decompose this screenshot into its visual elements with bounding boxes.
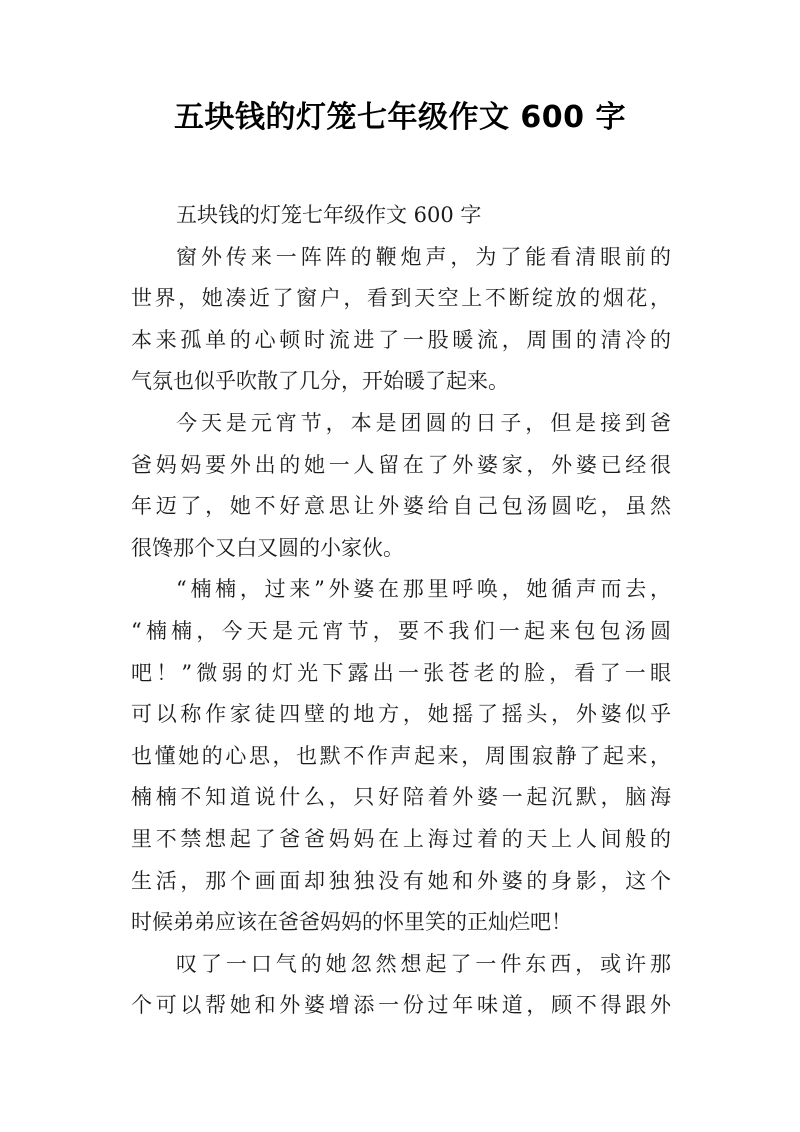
- text-line: 五块钱的灯笼七年级作文 600 字: [176, 203, 482, 227]
- text-line: 世界，她凑近了窗户，看到天空上不断绽放的烟花，: [131, 286, 671, 311]
- text-line: 年迈了，她不好意思让外婆给自己包汤圆吃，虽然: [131, 494, 671, 519]
- text-line: 可以称作家徒四壁的地方，她摇了摇头，外婆似乎: [131, 702, 671, 727]
- text-line: 生活，那个画面却独独没有她和外婆的身影，这个: [131, 868, 671, 893]
- text-line: 时候弟弟应该在爸爸妈妈的怀里笑的正灿烂吧！: [131, 910, 572, 935]
- text-line: 很馋那个又白又圆的小家伙。: [131, 535, 404, 560]
- page-title: 五块钱的灯笼七年级作文 600 字: [173, 100, 626, 135]
- text-line: 本来孤单的心顿时流进了一股暖流，周围的清冷的: [131, 327, 671, 352]
- text-line: 楠楠不知道说什么，只好陪着外婆一起沉默，脑海: [131, 785, 671, 810]
- text-line: “楠楠，今天是元宵节，要不我们一起来包包汤圆: [131, 618, 671, 643]
- text-line: “楠楠，过来”外婆在那里呼唤，她循声而去，: [176, 577, 671, 602]
- text-line: 叹了一口气的她忽然想起了一件东西，或许那: [176, 951, 671, 976]
- text-line: 个可以帮她和外婆增添一份过年味道，顾不得跟外: [131, 993, 671, 1018]
- text-line: 也懂她的心思，也默不作声起来，周围寂静了起来，: [131, 743, 671, 768]
- text-line: 窗外传来一阵阵的鞭炮声，为了能看清眼前的: [176, 244, 671, 269]
- text-line: 今天是元宵节，本是团圆的日子，但是接到爸: [176, 410, 671, 435]
- text-line: 里不禁想起了爸爸妈妈在上海过着的天上人间般的: [131, 826, 671, 851]
- text-line: 气氛也似乎吹散了几分，开始暖了起来。: [131, 369, 509, 394]
- document-body: [131, 195, 671, 1027]
- text-line: 爸妈妈要外出的她一人留在了外婆家，外婆已经很: [131, 452, 671, 477]
- text-line: 吧！”微弱的灯光下露出一张苍老的脸，看了一眼: [131, 660, 671, 685]
